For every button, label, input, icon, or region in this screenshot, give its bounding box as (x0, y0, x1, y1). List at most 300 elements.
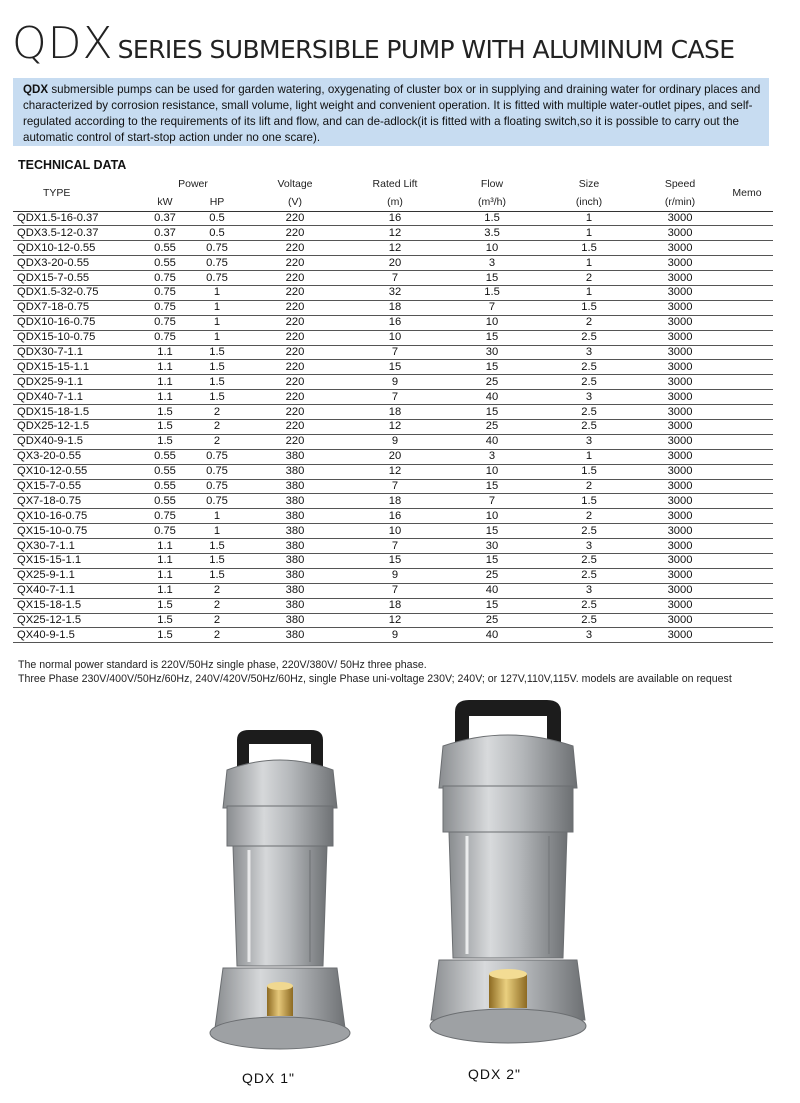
cell-hp: 1.5 (209, 569, 225, 582)
table-row (13, 434, 773, 449)
cell-kw: 1.1 (157, 375, 173, 388)
table-row (13, 553, 773, 568)
table-row (13, 449, 773, 464)
cell-flow: 30 (485, 539, 499, 552)
cell-size: 2.5 (581, 405, 597, 418)
cell-type: QDX25-9-1.1 (17, 375, 83, 388)
cell-hp: 2 (213, 420, 221, 433)
table-row (13, 598, 773, 613)
table-row (13, 300, 773, 315)
cell-kw: 0.75 (154, 509, 176, 522)
header-flow-unit: (m³/h) (478, 195, 507, 208)
cell-voltage: 220 (285, 316, 305, 329)
cell-hp: 0.5 (209, 211, 225, 224)
cell-type: QX30-7-1.1 (17, 539, 75, 552)
cell-kw: 0.75 (154, 331, 176, 344)
table-row (13, 315, 773, 330)
cell-voltage: 220 (285, 211, 305, 224)
cell-voltage: 380 (285, 450, 305, 463)
cell-size: 3 (585, 584, 593, 597)
cell-size: 3 (585, 435, 593, 448)
cell-type: QDX30-7-1.1 (17, 345, 83, 358)
cell-flow: 40 (485, 435, 499, 448)
cell-size: 3 (585, 539, 593, 552)
cell-type: QDX1.5-16-0.37 (17, 211, 99, 224)
cell-flow: 10 (485, 241, 499, 254)
cell-lift: 9 (391, 375, 399, 388)
cell-type: QX15-18-1.5 (17, 599, 82, 612)
cell-memo (721, 539, 773, 554)
cell-size: 1.5 (581, 465, 597, 478)
cell-type: QX7-18-0.75 (17, 494, 82, 507)
table-row (13, 494, 773, 509)
cell-kw: 0.75 (154, 524, 176, 537)
cell-size: 3 (585, 390, 593, 403)
cell-hp: 1 (213, 331, 221, 344)
cell-size: 2.5 (581, 569, 597, 582)
cell-size: 2.5 (581, 599, 597, 612)
cell-hp: 0.75 (206, 465, 228, 478)
cell-voltage: 220 (285, 286, 305, 299)
cell-voltage: 380 (285, 628, 305, 641)
cell-speed: 3000 (667, 539, 693, 552)
cell-speed: 3000 (667, 256, 693, 269)
cell-kw: 1.1 (157, 539, 173, 552)
table-row (13, 405, 773, 420)
cell-lift: 18 (388, 405, 402, 418)
header-voltage-unit: (V) (288, 195, 303, 208)
cell-hp: 0.75 (206, 450, 228, 463)
cell-flow: 15 (485, 331, 499, 344)
cell-lift: 18 (388, 599, 402, 612)
cell-kw: 1.5 (157, 405, 173, 418)
cell-voltage: 380 (285, 524, 305, 537)
cell-memo (721, 509, 773, 524)
cell-memo (721, 360, 773, 375)
header-power: Power (178, 178, 208, 190)
cell-speed: 3000 (667, 613, 693, 626)
cell-memo (721, 226, 773, 241)
cell-voltage: 220 (285, 256, 305, 269)
intro-bold: QDX (23, 83, 49, 96)
cell-memo (721, 524, 773, 539)
cell-voltage: 380 (285, 494, 305, 507)
cell-flow: 15 (485, 405, 499, 418)
cell-hp: 0.5 (209, 226, 225, 239)
table-row (13, 285, 773, 300)
cell-lift: 7 (391, 345, 399, 358)
cell-memo (721, 405, 773, 420)
cell-memo (721, 449, 773, 464)
cell-memo (721, 628, 773, 643)
table-row (13, 330, 773, 345)
cell-hp: 1 (213, 301, 221, 314)
cell-voltage: 220 (285, 375, 305, 388)
cell-flow: 25 (485, 420, 499, 433)
cell-size: 2.5 (581, 524, 597, 537)
cell-lift: 18 (388, 301, 402, 314)
cell-flow: 40 (485, 584, 499, 597)
cell-type: QDX40-7-1.1 (17, 390, 83, 403)
cell-lift: 10 (388, 524, 402, 537)
brand-title: QDX (12, 18, 114, 69)
note-line-2: Three Phase 230V/400V/50Hz/60Hz, 240V/420V/50Hz/60Hz, single Phase uni-voltage 230V; 240V; or 127V,110V,115V. models are available on request (18, 673, 732, 685)
cell-lift: 10 (388, 331, 402, 344)
cell-hp: 1 (213, 316, 221, 329)
cell-kw: 1.1 (157, 360, 173, 373)
cell-size: 1 (585, 256, 593, 269)
cell-lift: 12 (388, 226, 402, 239)
table-row (13, 226, 773, 241)
cell-flow: 40 (485, 390, 499, 403)
cell-speed: 3000 (667, 301, 693, 314)
cell-kw: 0.55 (154, 241, 176, 254)
cell-kw: 0.75 (154, 271, 176, 284)
cell-size: 2 (585, 479, 593, 492)
cell-memo (721, 583, 773, 598)
cell-hp: 0.75 (206, 271, 228, 284)
table-row (13, 509, 773, 524)
technical-data-table (13, 175, 773, 643)
header-voltage: Voltage (277, 178, 313, 190)
cell-speed: 3000 (667, 286, 693, 299)
table-row (13, 271, 773, 286)
cell-voltage: 220 (285, 420, 305, 433)
cell-memo (721, 568, 773, 583)
cell-hp: 2 (213, 584, 221, 597)
cell-type: QDX15-7-0.55 (17, 271, 90, 284)
cell-voltage: 220 (285, 226, 305, 239)
cell-size: 1.5 (581, 241, 597, 254)
cell-speed: 3000 (667, 390, 693, 403)
cell-size: 2 (585, 316, 593, 329)
cell-size: 1 (585, 211, 593, 224)
cell-type: QDX1.5-32-0.75 (17, 286, 99, 299)
cell-type: QX15-15-1.1 (17, 554, 82, 567)
cell-flow: 7 (488, 494, 496, 507)
table-row (13, 241, 773, 256)
cell-voltage: 380 (285, 584, 305, 597)
table-row (13, 613, 773, 628)
cell-memo (721, 345, 773, 360)
header-speed-unit: (r/min) (664, 195, 696, 208)
cell-kw: 0.75 (154, 286, 176, 299)
table-row (13, 464, 773, 479)
cell-flow: 15 (485, 599, 499, 612)
cell-speed: 3000 (667, 241, 693, 254)
header-size-unit: (inch) (575, 195, 603, 208)
cell-speed: 3000 (667, 554, 693, 567)
cell-flow: 7 (488, 301, 496, 314)
cell-lift: 9 (391, 435, 399, 448)
cell-memo (721, 613, 773, 628)
cell-speed: 3000 (667, 405, 693, 418)
cell-memo (721, 211, 773, 226)
cell-kw: 0.55 (154, 494, 176, 507)
cell-flow: 25 (485, 569, 499, 582)
cell-kw: 1.1 (157, 554, 173, 567)
cell-type: QX10-16-0.75 (17, 509, 88, 522)
cell-speed: 3000 (667, 435, 693, 448)
cell-kw: 0.55 (154, 479, 176, 492)
cell-memo (721, 494, 773, 509)
cell-kw: 0.55 (154, 450, 176, 463)
cell-lift: 18 (388, 494, 402, 507)
cell-memo (721, 285, 773, 300)
cell-lift: 15 (388, 554, 402, 567)
cell-voltage: 380 (285, 613, 305, 626)
cell-lift: 7 (391, 390, 399, 403)
cell-lift: 9 (391, 628, 399, 641)
cell-size: 2 (585, 271, 593, 284)
cell-hp: 2 (213, 599, 221, 612)
cell-size: 2.5 (581, 375, 597, 388)
cell-kw: 0.37 (154, 226, 176, 239)
cell-memo (721, 241, 773, 256)
cell-size: 1 (585, 450, 593, 463)
cell-type: QDX15-18-1.5 (17, 405, 90, 418)
cell-voltage: 220 (285, 271, 305, 284)
cell-type: QX40-7-1.1 (17, 584, 75, 597)
cell-lift: 16 (388, 509, 402, 522)
cell-lift: 20 (388, 450, 402, 463)
cell-speed: 3000 (667, 226, 693, 239)
cell-size: 3 (585, 345, 593, 358)
cell-hp: 2 (213, 405, 221, 418)
cell-lift: 7 (391, 539, 399, 552)
cell-size: 2.5 (581, 554, 597, 567)
cell-lift: 32 (388, 286, 402, 299)
cell-memo (721, 375, 773, 390)
page-header (12, 18, 788, 70)
cell-voltage: 220 (285, 331, 305, 344)
table-row (13, 479, 773, 494)
cell-flow: 10 (485, 509, 499, 522)
cell-size: 1.5 (581, 301, 597, 314)
cell-kw: 1.1 (157, 569, 173, 582)
cell-memo (721, 598, 773, 613)
cell-kw: 1.1 (157, 345, 173, 358)
cell-size: 3 (585, 628, 593, 641)
cell-hp: 0.75 (206, 241, 228, 254)
cell-flow: 15 (485, 524, 499, 537)
cell-speed: 3000 (667, 599, 693, 612)
cell-speed: 3000 (667, 465, 693, 478)
pump-caption-1: QDX 1" (242, 1070, 295, 1086)
cell-size: 1 (585, 286, 593, 299)
cell-lift: 12 (388, 241, 402, 254)
cell-flow: 25 (485, 613, 499, 626)
cell-flow: 40 (485, 628, 499, 641)
cell-memo (721, 271, 773, 286)
cell-type: QX3-20-0.55 (17, 450, 82, 463)
cell-kw: 1.5 (157, 599, 173, 612)
header-memo: Memo (732, 186, 762, 199)
cell-size: 1.5 (581, 494, 597, 507)
table-row (13, 539, 773, 554)
cell-type: QDX10-16-0.75 (17, 316, 96, 329)
cell-hp: 1.5 (209, 345, 225, 358)
cell-speed: 3000 (667, 420, 693, 433)
cell-hp: 1 (213, 524, 221, 537)
cell-type: QDX3.5-12-0.37 (17, 226, 99, 239)
cell-type: QX25-9-1.1 (17, 569, 75, 582)
cell-type: QX10-12-0.55 (17, 465, 88, 478)
cell-memo (721, 315, 773, 330)
cell-memo (721, 464, 773, 479)
cell-flow: 15 (485, 479, 499, 492)
cell-kw: 0.55 (154, 465, 176, 478)
cell-size: 2.5 (581, 360, 597, 373)
cell-flow: 15 (485, 554, 499, 567)
cell-lift: 16 (388, 316, 402, 329)
cell-speed: 3000 (667, 271, 693, 284)
cell-hp: 0.75 (206, 256, 228, 269)
section-title: TECHNICAL DATA (18, 158, 127, 172)
header-size: Size (578, 178, 600, 190)
cell-size: 2.5 (581, 420, 597, 433)
cell-flow: 15 (485, 271, 499, 284)
cell-type: QDX15-10-0.75 (17, 331, 96, 344)
cell-flow: 25 (485, 375, 499, 388)
cell-hp: 1.5 (209, 539, 225, 552)
notes (18, 658, 732, 686)
cell-lift: 7 (391, 479, 399, 492)
table-row (13, 390, 773, 405)
cell-voltage: 380 (285, 539, 305, 552)
cell-voltage: 380 (285, 465, 305, 478)
table-row (13, 375, 773, 390)
header-type: TYPE (43, 186, 71, 199)
cell-speed: 3000 (667, 316, 693, 329)
cell-speed: 3000 (667, 524, 693, 537)
cell-voltage: 380 (285, 554, 305, 567)
cell-hp: 1 (213, 286, 221, 299)
cell-hp: 0.75 (206, 479, 228, 492)
table-row (13, 568, 773, 583)
cell-kw: 1.5 (157, 613, 173, 626)
cell-kw: 1.5 (157, 628, 173, 641)
cell-lift: 9 (391, 569, 399, 582)
cell-hp: 1.5 (209, 554, 225, 567)
cell-kw: 0.55 (154, 256, 176, 269)
cell-speed: 3000 (667, 584, 693, 597)
header-lift-unit: (m) (387, 195, 403, 208)
table-row (13, 524, 773, 539)
cell-type: QX15-7-0.55 (17, 479, 82, 492)
cell-kw: 0.75 (154, 316, 176, 329)
cell-type: QDX10-12-0.55 (17, 241, 96, 254)
cell-type: QDX40-9-1.5 (17, 435, 83, 448)
pump-caption-2: QDX 2" (468, 1066, 521, 1082)
cell-hp: 1.5 (209, 375, 225, 388)
cell-type: QX25-12-1.5 (17, 613, 82, 626)
cell-voltage: 220 (285, 435, 305, 448)
cell-speed: 3000 (667, 450, 693, 463)
table-body (13, 211, 773, 643)
cell-memo (721, 479, 773, 494)
cell-hp: 0.75 (206, 494, 228, 507)
cell-size: 1 (585, 226, 593, 239)
cell-type: QDX25-12-1.5 (17, 420, 90, 433)
cell-memo (721, 330, 773, 345)
cell-size: 2.5 (581, 613, 597, 626)
cell-voltage: 220 (285, 241, 305, 254)
cell-voltage: 380 (285, 599, 305, 612)
series-title: SERIES SUBMERSIBLE PUMP WITH ALUMINUM CASE (117, 35, 735, 64)
cell-speed: 3000 (667, 569, 693, 582)
cell-kw: 1.1 (157, 390, 173, 403)
cell-kw: 0.37 (154, 211, 176, 224)
cell-voltage: 220 (285, 405, 305, 418)
cell-flow: 10 (485, 316, 499, 329)
cell-hp: 1 (213, 509, 221, 522)
cell-speed: 3000 (667, 211, 693, 224)
cell-hp: 2 (213, 435, 221, 448)
table-row (13, 583, 773, 598)
cell-type: QDX3-20-0.55 (17, 256, 90, 269)
cell-voltage: 380 (285, 479, 305, 492)
intro-text: submersible pumps can be used for garden watering, oxygenating of cluster box or in supplying and draining water for ordinary places and characterized by corrosion resistance, small volume, light weight and convenient operation. It is fitted with multiple water-outlet pipes, and self-regulated according to the requirements of its lift and flow, and can de-adlock(it is fitted with a floating switch,so it is possible to carry out the automatic control of start-stop action under no one scare). (23, 83, 761, 144)
cell-hp: 2 (213, 613, 221, 626)
cell-speed: 3000 (667, 360, 693, 373)
cell-speed: 3000 (667, 628, 693, 641)
cell-size: 2 (585, 509, 593, 522)
cell-flow: 3 (488, 450, 496, 463)
cell-voltage: 380 (285, 509, 305, 522)
cell-hp: 1.5 (209, 360, 225, 373)
cell-memo (721, 553, 773, 568)
cell-flow: 30 (485, 345, 499, 358)
cell-type: QDX7-18-0.75 (17, 301, 90, 314)
table-row (13, 419, 773, 434)
cell-flow: 1.5 (484, 286, 500, 299)
cell-memo (721, 300, 773, 315)
table-row (13, 360, 773, 375)
cell-memo (721, 390, 773, 405)
cell-lift: 20 (388, 256, 402, 269)
cell-size: 2.5 (581, 331, 597, 344)
cell-speed: 3000 (667, 509, 693, 522)
cell-lift: 16 (388, 211, 402, 224)
cell-lift: 12 (388, 465, 402, 478)
cell-flow: 3.5 (484, 226, 500, 239)
table-row (13, 628, 773, 643)
header-kw: kW (157, 195, 173, 208)
cell-voltage: 220 (285, 345, 305, 358)
pump-image-2 (425, 698, 590, 1058)
table-row (13, 211, 773, 226)
cell-hp: 1.5 (209, 390, 225, 403)
cell-kw: 1.5 (157, 420, 173, 433)
cell-memo (721, 434, 773, 449)
pump-image-1 (205, 728, 355, 1073)
cell-speed: 3000 (667, 345, 693, 358)
cell-kw: 0.75 (154, 301, 176, 314)
cell-type: QX15-10-0.75 (17, 524, 88, 537)
intro-box (13, 78, 769, 146)
cell-kw: 1.5 (157, 435, 173, 448)
cell-voltage: 380 (285, 569, 305, 582)
cell-lift: 7 (391, 271, 399, 284)
cell-lift: 15 (388, 360, 402, 373)
header-flow: Flow (480, 178, 504, 190)
cell-speed: 3000 (667, 494, 693, 507)
table-row (13, 256, 773, 271)
cell-speed: 3000 (667, 479, 693, 492)
cell-flow: 1.5 (484, 211, 500, 224)
header-lift: Rated Lift (372, 178, 418, 190)
